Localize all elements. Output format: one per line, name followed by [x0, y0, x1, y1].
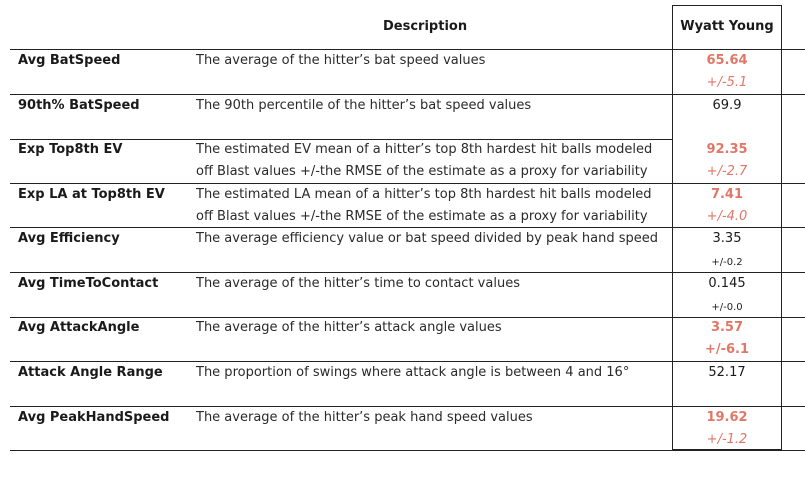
table-row	[0, 410, 805, 454]
metric-name: Attack Angle Range	[18, 365, 163, 380]
table-row	[0, 276, 805, 320]
metric-name: 90th% BatSpeed	[18, 98, 140, 113]
table-row	[0, 98, 805, 142]
row-divider	[10, 49, 805, 50]
metric-description: The average of the hitter’s attack angle values	[196, 320, 502, 335]
metric-error: +/-1.2	[706, 432, 748, 447]
metric-name: Avg AttackAngle	[18, 320, 140, 335]
metric-description: The 90th percentile of the hitter’s bat speed values	[196, 98, 532, 113]
table-row	[0, 53, 805, 97]
metric-description-line2: off Blast values +/-the RMSE of the estimate as a proxy for variability	[196, 164, 648, 179]
metric-description: The estimated LA mean of a hitter’s top 8th hardest hit balls modeled	[196, 187, 652, 202]
metric-description: The estimated EV mean of a hitter’s top 8th hardest hit balls modeled	[196, 142, 653, 157]
metric-description: The proportion of swings where attack angle is between 4 and 16°	[196, 365, 630, 380]
metric-value: 0.145	[708, 276, 746, 291]
table-row	[0, 142, 805, 186]
table-row	[0, 231, 805, 275]
metric-description: The average efficiency value or bat speed divided by peak hand speed	[196, 231, 658, 246]
table-row	[0, 187, 805, 231]
metric-value: 69.9	[712, 98, 742, 113]
metric-name: Exp LA at Top8th EV	[18, 187, 165, 202]
metric-description: The average of the hitter’s time to contact values	[196, 276, 520, 291]
metric-name: Avg TimeToContact	[18, 276, 159, 291]
metric-value: 65.64	[706, 53, 748, 68]
metric-description: The average of the hitter’s bat speed values	[196, 53, 486, 68]
metric-error: +/-5.1	[706, 75, 748, 90]
metric-error: +/-6.1	[704, 342, 750, 357]
metric-value: 19.62	[706, 410, 748, 425]
metric-value: 3.35	[712, 231, 742, 246]
metric-description-line2: off Blast values +/-the RMSE of the estimate as a proxy for variability	[196, 209, 648, 224]
table-row	[0, 365, 805, 409]
metric-name: Avg BatSpeed	[18, 53, 121, 68]
metric-error: +/-4.0	[706, 209, 748, 224]
metric-value: 52.17	[708, 365, 746, 380]
metric-error: +/-0.2	[711, 257, 743, 268]
metric-error: +/-0.0	[711, 302, 743, 313]
metric-description: The average of the hitter’s peak hand speed values	[196, 410, 533, 425]
metric-name: Avg PeakHandSpeed	[18, 410, 170, 425]
player-name-header: Wyatt Young	[680, 19, 774, 34]
metric-value: 7.41	[710, 187, 744, 202]
metric-name: Avg Efficiency	[18, 231, 120, 246]
metric-value: 92.35	[706, 142, 748, 157]
metric-error: +/-2.7	[706, 164, 748, 179]
table-row	[0, 320, 805, 364]
metric-value: 3.57	[710, 320, 744, 335]
description-header: Description	[383, 19, 468, 34]
metric-name: Exp Top8th EV	[18, 142, 123, 157]
